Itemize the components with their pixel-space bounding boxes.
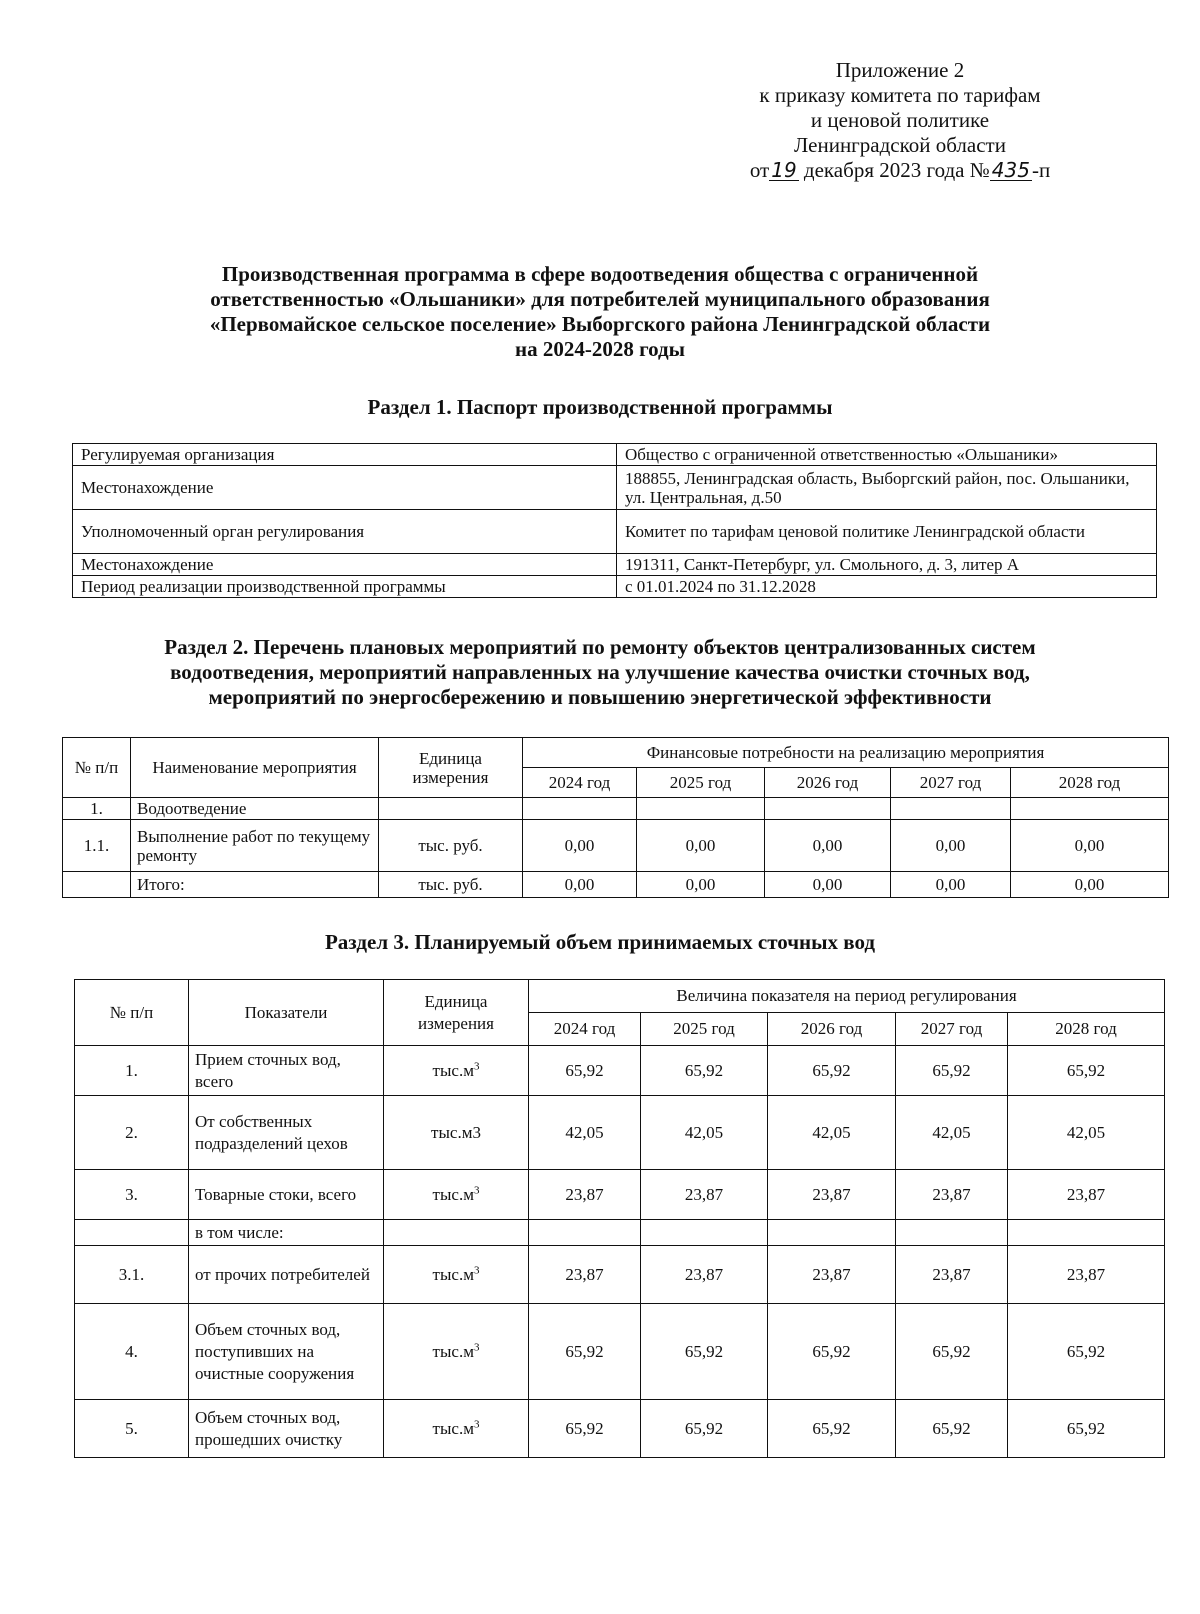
volumes-value-cell bbox=[896, 1220, 1008, 1246]
volumes-value-cell: 23,87 bbox=[641, 1246, 768, 1304]
measures-value-cell: 0,00 bbox=[765, 872, 891, 898]
volumes-row-unit bbox=[384, 1304, 529, 1400]
volumes-value-cell: 65,92 bbox=[768, 1400, 896, 1458]
unit-text: тыс.м bbox=[432, 1264, 474, 1284]
passport-label: Регулируемая организация bbox=[73, 444, 617, 466]
passport-row bbox=[73, 444, 1157, 466]
measures-value-cell bbox=[523, 798, 637, 820]
volumes-value-cell: 42,05 bbox=[768, 1096, 896, 1170]
volumes-row-name: Прием сточных вод, всего bbox=[189, 1046, 384, 1096]
measures-value-cell: 0,00 bbox=[1011, 872, 1169, 898]
measures-col-num: № п/п bbox=[63, 738, 131, 798]
volumes-value-cell: 65,92 bbox=[529, 1304, 641, 1400]
measures-row bbox=[63, 798, 1169, 820]
measures-year-header: 2025 год bbox=[637, 768, 765, 798]
volumes-row-unit bbox=[384, 1170, 529, 1220]
passport-value: 188855, Ленинградская область, Выборгский район, пос. Ольшаники, ул. Центральная, д.50 bbox=[617, 466, 1157, 510]
volumes-row-unit bbox=[384, 1220, 529, 1246]
appendix-line-4: Ленинградской области bbox=[794, 133, 1006, 157]
volumes-row-num: 3. bbox=[75, 1170, 189, 1220]
volumes-year-header: 2025 год bbox=[641, 1013, 768, 1046]
volumes-table bbox=[74, 979, 1165, 1458]
volumes-row-name: в том числе: bbox=[189, 1220, 384, 1246]
volumes-row-name: Товарные стоки, всего bbox=[189, 1170, 384, 1220]
volumes-value-cell: 23,87 bbox=[1008, 1246, 1165, 1304]
volumes-value-cell: 23,87 bbox=[768, 1246, 896, 1304]
volumes-year-header: 2027 год bbox=[896, 1013, 1008, 1046]
unit-superscript: 3 bbox=[473, 1340, 480, 1353]
passport-value: с 01.01.2024 по 31.12.2028 bbox=[617, 576, 1157, 598]
measures-value-cell: 0,00 bbox=[891, 820, 1011, 872]
volumes-value-cell: 65,92 bbox=[641, 1304, 768, 1400]
volumes-row bbox=[75, 1046, 1165, 1096]
volumes-value-cell: 65,92 bbox=[768, 1046, 896, 1096]
volumes-value-cell: 65,92 bbox=[896, 1400, 1008, 1458]
unit-superscript: 3 bbox=[473, 1263, 480, 1276]
volumes-value-cell: 65,92 bbox=[1008, 1400, 1165, 1458]
section3-heading-text: Раздел 3. Планируемый объем принимаемых сточных вод bbox=[324, 930, 876, 954]
title-line-4: на 2024-2028 годы bbox=[514, 337, 686, 361]
measures-value-cell: 0,00 bbox=[1011, 820, 1169, 872]
measures-value-cell: 0,00 bbox=[891, 872, 1011, 898]
appendix-header bbox=[700, 58, 1100, 183]
passport-label: Период реализации производственной программы bbox=[73, 576, 617, 598]
measures-col-unit: Единица измерения bbox=[379, 738, 523, 798]
volumes-value-cell: 65,92 bbox=[1008, 1304, 1165, 1400]
section2-heading-line-1: Раздел 2. Перечень плановых мероприятий по ремонту объектов централизованных систем bbox=[164, 635, 1036, 659]
volumes-row bbox=[75, 1220, 1165, 1246]
volumes-row bbox=[75, 1170, 1165, 1220]
volumes-value-cell: 23,87 bbox=[529, 1246, 641, 1304]
measures-value-cell: 0,00 bbox=[523, 872, 637, 898]
volumes-year-header: 2026 год bbox=[768, 1013, 896, 1046]
volumes-row-name: Объем сточных вод, прошедших очистку bbox=[189, 1400, 384, 1458]
handwritten-order-number: 435 bbox=[991, 158, 1030, 182]
volumes-value-cell: 65,92 bbox=[641, 1046, 768, 1096]
handwritten-day: 19 bbox=[771, 158, 797, 182]
volumes-value-cell: 23,87 bbox=[896, 1246, 1008, 1304]
appendix-date-line bbox=[700, 158, 1100, 183]
measures-value-cell: 0,00 bbox=[637, 820, 765, 872]
measures-row-num bbox=[63, 872, 131, 898]
unit-superscript: 3 bbox=[473, 1183, 480, 1196]
passport-row bbox=[73, 576, 1157, 598]
measures-value-cell bbox=[1011, 798, 1169, 820]
passport-label: Уполномоченный орган регулирования bbox=[73, 510, 617, 554]
volumes-value-cell: 23,87 bbox=[896, 1170, 1008, 1220]
measures-year-header: 2026 год bbox=[765, 768, 891, 798]
volumes-row-unit bbox=[384, 1400, 529, 1458]
appendix-line-2: к приказу комитета по тарифам bbox=[759, 83, 1041, 107]
volumes-row-name: От собственных подразделений цехов bbox=[189, 1096, 384, 1170]
volumes-row bbox=[75, 1096, 1165, 1170]
volumes-value-cell: 23,87 bbox=[768, 1170, 896, 1220]
title-line-1: Производственная программа в сфере водоотведения общества с ограниченной bbox=[221, 262, 979, 286]
measures-value-cell: 0,00 bbox=[765, 820, 891, 872]
measures-year-header: 2024 год bbox=[523, 768, 637, 798]
volumes-row-name: Объем сточных вод, поступивших на очистные сооружения bbox=[189, 1304, 384, 1400]
section2-heading-line-2: водоотведения, мероприятий направленных на улучшение качества очистки сточных вод, bbox=[170, 660, 1030, 684]
measures-col-finance: Финансовые потребности на реализацию мероприятия bbox=[523, 738, 1169, 768]
volumes-value-cell: 23,87 bbox=[529, 1170, 641, 1220]
measures-row-num: 1. bbox=[63, 798, 131, 820]
passport-value: Общество с ограниченной ответственностью «Ольшаники» bbox=[617, 444, 1157, 466]
volumes-value-cell bbox=[768, 1220, 896, 1246]
measures-col-name: Наименование мероприятия bbox=[131, 738, 379, 798]
unit-superscript: 3 bbox=[473, 1059, 480, 1072]
measures-row-unit bbox=[379, 798, 523, 820]
volumes-row bbox=[75, 1400, 1165, 1458]
measures-value-cell: 0,00 bbox=[637, 872, 765, 898]
unit-text: тыс.м bbox=[432, 1418, 474, 1438]
volumes-col-indicator: Показатели bbox=[189, 980, 384, 1046]
passport-label: Местонахождение bbox=[73, 554, 617, 576]
volumes-value-cell: 65,92 bbox=[529, 1046, 641, 1096]
volumes-value-cell bbox=[1008, 1220, 1165, 1246]
volumes-row-num: 4. bbox=[75, 1304, 189, 1400]
volumes-col-unit: Единица измерения bbox=[384, 980, 529, 1046]
title-line-2: ответственностью «Ольшаники» для потребителей муниципального образования bbox=[210, 287, 990, 311]
passport-value: 191311, Санкт-Петербург, ул. Смольного, д. 3, литер А bbox=[617, 554, 1157, 576]
volumes-row-unit bbox=[384, 1096, 529, 1170]
measures-row-name: Выполнение работ по текущему ремонту bbox=[131, 820, 379, 872]
unit-text: тыс.м bbox=[432, 1184, 474, 1204]
volumes-value-cell bbox=[529, 1220, 641, 1246]
measures-value-cell bbox=[891, 798, 1011, 820]
order-suffix: -п bbox=[1031, 158, 1051, 182]
volumes-row-name: от прочих потребителей bbox=[189, 1246, 384, 1304]
passport-row bbox=[73, 466, 1157, 510]
volumes-value-cell: 42,05 bbox=[641, 1096, 768, 1170]
measures-year-header: 2028 год bbox=[1011, 768, 1169, 798]
volumes-value-cell: 65,92 bbox=[896, 1304, 1008, 1400]
volumes-value-cell: 23,87 bbox=[641, 1170, 768, 1220]
volumes-row-num: 1. bbox=[75, 1046, 189, 1096]
volumes-value-cell: 65,92 bbox=[529, 1400, 641, 1458]
measures-row-unit: тыс. руб. bbox=[379, 820, 523, 872]
title-line-3: «Первомайское сельское поселение» Выборгского района Ленинградской области bbox=[209, 312, 991, 336]
volumes-col-value: Величина показателя на период регулирования bbox=[529, 980, 1165, 1013]
volumes-value-cell: 42,05 bbox=[896, 1096, 1008, 1170]
measures-year-header: 2027 год bbox=[891, 768, 1011, 798]
measures-row-name: Итого: bbox=[131, 872, 379, 898]
volumes-value-cell: 42,05 bbox=[529, 1096, 641, 1170]
volumes-value-cell: 65,92 bbox=[768, 1304, 896, 1400]
volumes-col-num: № п/п bbox=[75, 980, 189, 1046]
volumes-year-header: 2024 год bbox=[529, 1013, 641, 1046]
section3-heading bbox=[120, 930, 1080, 955]
passport-row bbox=[73, 510, 1157, 554]
measures-row bbox=[63, 872, 1169, 898]
measures-value-cell bbox=[765, 798, 891, 820]
unit-text: тыс.м3 bbox=[431, 1122, 481, 1142]
measures-value-cell bbox=[637, 798, 765, 820]
unit-text: тыс.м bbox=[432, 1341, 474, 1361]
volumes-value-cell: 65,92 bbox=[896, 1046, 1008, 1096]
volumes-value-cell: 23,87 bbox=[1008, 1170, 1165, 1220]
measures-row bbox=[63, 820, 1169, 872]
passport-label: Местонахождение bbox=[73, 466, 617, 510]
unit-text: тыс.м bbox=[432, 1060, 474, 1080]
measures-row-unit: тыс. руб. bbox=[379, 872, 523, 898]
volumes-value-cell: 42,05 bbox=[1008, 1096, 1165, 1170]
measures-row-name: Водоотведение bbox=[131, 798, 379, 820]
date-prefix: от bbox=[749, 158, 770, 182]
volumes-row-num: 3.1. bbox=[75, 1246, 189, 1304]
volumes-value-cell: 65,92 bbox=[641, 1400, 768, 1458]
volumes-row bbox=[75, 1246, 1165, 1304]
passport-table bbox=[72, 443, 1157, 598]
unit-superscript: 3 bbox=[473, 1417, 480, 1430]
volumes-row-num: 2. bbox=[75, 1096, 189, 1170]
measures-value-cell: 0,00 bbox=[523, 820, 637, 872]
volumes-row-num: 5. bbox=[75, 1400, 189, 1458]
volumes-row bbox=[75, 1304, 1165, 1400]
appendix-line-3: и ценовой политике bbox=[810, 108, 990, 132]
volumes-row-num bbox=[75, 1220, 189, 1246]
section2-heading bbox=[60, 635, 1140, 710]
section2-heading-line-3: мероприятий по энергосбережению и повышению энергетической эффективности bbox=[208, 685, 992, 709]
volumes-value-cell: 65,92 bbox=[1008, 1046, 1165, 1096]
appendix-line-1: Приложение 2 bbox=[835, 58, 965, 82]
volumes-row-unit bbox=[384, 1046, 529, 1096]
measures-table bbox=[62, 737, 1169, 898]
volumes-year-header: 2028 год bbox=[1008, 1013, 1165, 1046]
volumes-value-cell bbox=[641, 1220, 768, 1246]
measures-row-num: 1.1. bbox=[63, 820, 131, 872]
date-middle: декабря 2023 года № bbox=[803, 158, 990, 182]
passport-row bbox=[73, 554, 1157, 576]
section1-heading-text: Раздел 1. Паспорт производственной программы bbox=[367, 395, 833, 419]
document-title bbox=[120, 262, 1080, 362]
section1-heading bbox=[120, 395, 1080, 420]
passport-value: Комитет по тарифам ценовой политике Ленинградской области bbox=[617, 510, 1157, 554]
volumes-row-unit bbox=[384, 1246, 529, 1304]
